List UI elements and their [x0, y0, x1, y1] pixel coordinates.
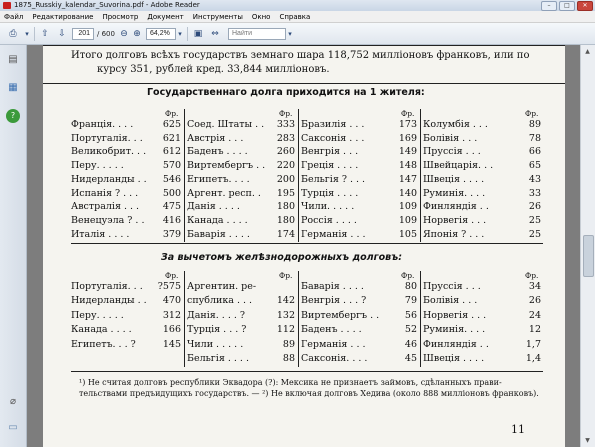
country-name: Норвегія . . .	[423, 309, 487, 321]
debt-value: 24	[528, 309, 541, 321]
country-name: Турція . . . .	[301, 187, 359, 199]
debt-value: 26	[528, 201, 541, 213]
debt-value: 475	[162, 201, 181, 213]
menu-file[interactable]: Файл	[4, 13, 24, 21]
footnote: ¹) Не считая долговъ республики Эквадора (?): Мексика не признаетъ займовъ, сдѣланныхъ прави-тельствами предъидущихъ государствъ. — ²) Не включая долговъ Хедива (около 888 милліоновъ франковъ).	[79, 378, 539, 398]
country-name: Германія . . .	[301, 338, 366, 350]
toolbar-separator	[34, 27, 35, 41]
country-name: Колумбія . . .	[423, 119, 488, 130]
debt-value: 132	[276, 309, 295, 321]
maximize-button[interactable]: □	[559, 1, 575, 11]
country-name: Германія . . .	[301, 228, 366, 240]
country-name: Болівія . . .	[423, 132, 478, 144]
country-name: Чили. . . . .	[301, 201, 355, 213]
minimize-button[interactable]: –	[541, 1, 557, 11]
country-name: Баденъ . . . .	[301, 324, 362, 336]
menu-window[interactable]: Окно	[251, 13, 271, 21]
debt-value: 142	[276, 295, 295, 307]
country-name: Бразилія . . .	[301, 119, 365, 130]
menu-view[interactable]: Просмотр	[102, 13, 139, 21]
country-name: Баварія . . . .	[187, 228, 250, 240]
debt-value: 149	[398, 146, 417, 158]
country-name: Данія. . . . ?	[187, 309, 246, 321]
debt-value: 174	[276, 228, 295, 240]
zoom-level-input[interactable]	[146, 28, 176, 40]
comments-icon[interactable]: ▭	[8, 422, 18, 433]
footnote-rule	[71, 371, 543, 372]
debt-value: 260	[276, 146, 295, 158]
page-total: / 600	[97, 30, 115, 38]
country-name: Перу. . . . .	[71, 309, 124, 321]
country-name: Аргентин. ре-	[187, 281, 257, 292]
fr-unit-label: Фр.	[401, 271, 415, 280]
debt-value: 173	[398, 119, 417, 130]
scroll-down-icon[interactable]: ▼	[585, 437, 590, 444]
column-divider	[420, 271, 421, 367]
pages-icon[interactable]: ▤	[8, 54, 18, 65]
country-name: Португалія. . .	[71, 281, 143, 292]
debt-value: 379	[162, 228, 181, 240]
debt-value: 79	[404, 295, 417, 307]
country-name: Баварія . . . .	[301, 281, 364, 292]
debt-value: 105	[398, 228, 417, 240]
zoom-dropdown-icon[interactable]: ▾	[178, 30, 182, 38]
fr-unit-label: Фр.	[279, 271, 293, 280]
table2-title: За вычетомъ желѣзнодорожныхъ долговъ:	[161, 252, 403, 263]
country-name: Нидерланды . .	[71, 173, 147, 185]
debt-value: 333	[276, 119, 295, 130]
country-name: Швеція . . . .	[423, 173, 485, 185]
fr-unit-label: Фр.	[165, 271, 179, 280]
navigation-pane	[0, 45, 27, 447]
country-name: Канада . . . .	[71, 324, 132, 336]
country-name: Пруссія . . .	[423, 146, 481, 158]
toolbar-separator	[187, 27, 188, 41]
column-divider	[298, 271, 299, 367]
next-page-icon[interactable]: ⇩	[58, 29, 66, 39]
country-name: Швейцарія. . .	[423, 160, 494, 172]
window-controls	[541, 1, 593, 11]
debt-value: 612	[162, 146, 181, 158]
debt-value: 109	[398, 201, 417, 213]
country-name: Венгрія . . .	[301, 146, 359, 158]
menu-document[interactable]: Документ	[147, 13, 184, 21]
zoom-in-icon[interactable]: ⊕	[133, 29, 141, 39]
header-line-2: курсу 351, рублей кред. 33,844 милліоновъ.	[97, 64, 330, 75]
country-name: Аргент. респ. .	[187, 187, 261, 199]
header-line-1: Итого долговъ всѣхъ государствъ земнаго шара 118,752 милліоновъ франковъ, или по	[71, 50, 530, 61]
country-name: Чили . . . . .	[187, 338, 244, 350]
find-input[interactable]	[228, 28, 286, 40]
close-button[interactable]: ✕	[577, 1, 593, 11]
country-name: Канада . . . .	[187, 214, 248, 226]
country-name: Финляндія . .	[423, 201, 489, 213]
country-name: Саксонія . . .	[301, 132, 365, 144]
debt-value: 169	[398, 132, 417, 144]
attachments-icon[interactable]: ⌀	[9, 396, 17, 407]
debt-value: 25	[528, 214, 541, 226]
debt-value: 180	[276, 201, 295, 213]
country-name: Перу. . . . .	[71, 160, 124, 172]
debt-value: 88	[282, 353, 295, 364]
country-name: Болівія . . .	[423, 295, 478, 307]
debt-value: ?575	[157, 281, 181, 292]
debt-value: 145	[162, 338, 181, 350]
debt-value: 470	[162, 295, 181, 307]
country-name: Швеція . . . .	[423, 353, 485, 364]
country-name: Пруссія . . .	[423, 281, 481, 292]
column-divider	[420, 109, 421, 242]
debt-value: 500	[162, 187, 181, 199]
debt-value: 220	[276, 160, 295, 172]
fr-unit-label: Фр.	[279, 109, 293, 118]
debt-value: 140	[398, 187, 417, 199]
country-name: Греція . . . .	[301, 160, 359, 172]
debt-value: 166	[162, 324, 181, 336]
title-bar	[0, 0, 595, 11]
debt-value: 52	[404, 324, 417, 336]
debt-value: 625	[162, 119, 181, 130]
country-name: Руминія. . . .	[423, 324, 486, 336]
debt-value: 112	[276, 324, 295, 336]
country-name: Великобрит. . .	[71, 146, 147, 158]
debt-value: 46	[404, 338, 417, 350]
country-name: Турція . . . ?	[187, 324, 247, 336]
debt-value: 416	[162, 214, 181, 226]
country-name: Виртембергъ . .	[187, 160, 266, 172]
country-name: Норвегія . . .	[423, 214, 487, 226]
debt-value: 89	[282, 338, 295, 350]
country-name: Финляндія . .	[423, 338, 489, 350]
adobe-reader-icon	[3, 2, 11, 9]
debt-value: 89	[528, 119, 541, 130]
country-name: Египетъ. . . .	[187, 173, 250, 185]
window-title: 1875_Russkiy_kalendar_Suvorina.pdf - Adobe Reader	[14, 1, 200, 9]
country-name: Египетъ. . . ?	[71, 338, 136, 350]
country-name: Нидерланды . .	[71, 295, 147, 307]
document-view[interactable]	[27, 45, 581, 447]
fr-unit-label: Фр.	[525, 109, 539, 118]
debt-value: 45	[404, 353, 417, 364]
bookmarks-icon[interactable]: ▦	[8, 82, 18, 93]
debt-value: 570	[162, 160, 181, 172]
debt-value: 34	[528, 281, 541, 292]
debt-value: 78	[528, 132, 541, 144]
toolbar	[0, 23, 595, 45]
help-icon[interactable]: ?	[6, 109, 20, 123]
country-name: Данія . . . .	[187, 201, 240, 213]
debt-value: 80	[404, 281, 417, 292]
zoom-out-icon[interactable]: ⊖	[120, 29, 128, 39]
debt-value: 148	[398, 160, 417, 172]
pdf-page	[43, 45, 565, 447]
debt-value: 1,4	[525, 353, 541, 364]
debt-value: 43	[528, 173, 541, 185]
debt-value: 147	[398, 173, 417, 185]
debt-value: 312	[162, 309, 181, 321]
mid-rule	[71, 243, 543, 244]
menu-bar	[0, 11, 595, 23]
table1-title: Государственнаго долга приходится на 1 жителя:	[147, 87, 425, 98]
debt-value: 56	[404, 309, 417, 321]
scroll-up-icon[interactable]: ▲	[585, 48, 590, 55]
fit-width-icon[interactable]: ⇔	[211, 29, 219, 39]
fr-unit-label: Фр.	[401, 109, 415, 118]
country-name: Австралія . . .	[71, 201, 140, 213]
debt-value: 180	[276, 214, 295, 226]
country-name: Руминія. . . .	[423, 187, 486, 199]
top-rule	[43, 45, 565, 46]
debt-value: 200	[276, 173, 295, 185]
header-rule	[43, 83, 565, 84]
country-name: Португалія. . .	[71, 132, 143, 144]
fit-page-icon[interactable]: ▣	[193, 29, 203, 39]
menu-edit[interactable]: Редактирование	[32, 13, 94, 21]
country-name: Венецуэла ? . .	[71, 214, 145, 226]
column-divider	[298, 109, 299, 242]
country-name: Россія . . . .	[301, 214, 357, 226]
debt-value: 25	[528, 228, 541, 240]
country-name: Соед. Штаты . .	[187, 119, 265, 130]
page-number: 11	[511, 423, 525, 436]
country-name: Италія . . . .	[71, 228, 130, 240]
country-name: Франція. . . .	[71, 119, 134, 130]
country-name: Японія ? . . .	[423, 228, 485, 240]
debt-value: 546	[162, 173, 181, 185]
page-number-input[interactable]	[72, 28, 94, 40]
debt-value: 12	[528, 324, 541, 336]
menu-tools[interactable]: Инструменты	[192, 13, 243, 21]
debt-value: 109	[398, 214, 417, 226]
debt-value: 65	[528, 160, 541, 172]
debt-value: 621	[162, 132, 181, 144]
fr-unit-label: Фр.	[525, 271, 539, 280]
debt-value: 283	[276, 132, 295, 144]
country-name: спублика . . .	[187, 295, 253, 307]
country-name: Баденъ . . . .	[187, 146, 248, 158]
fr-unit-label: Фр.	[165, 109, 179, 118]
vertical-scrollbar[interactable]	[580, 45, 595, 447]
debt-value: 66	[528, 146, 541, 158]
country-name: Венгрія . . . ?	[301, 295, 367, 307]
country-name: Саксонія. . . .	[301, 353, 368, 364]
print-icon[interactable]: ⎙	[9, 29, 17, 39]
country-name: Виртембергъ . .	[301, 309, 380, 321]
scroll-thumb[interactable]	[583, 235, 594, 277]
debt-value: 195	[276, 187, 295, 199]
debt-value: 26	[528, 295, 541, 307]
menu-help[interactable]: Справка	[279, 13, 311, 21]
debt-value: 33	[528, 187, 541, 199]
debt-value: 1,7	[525, 338, 541, 350]
country-name: Бельгія ? . . .	[301, 173, 366, 185]
previous-page-icon[interactable]: ⇧	[41, 29, 49, 39]
total-debt-header	[71, 49, 541, 77]
find-dropdown-icon[interactable]: ▾	[288, 30, 292, 38]
country-name: Бельгія . . . .	[187, 353, 249, 364]
dropdown-arrow-icon[interactable]: ▾	[25, 30, 29, 38]
country-name: Австрія . . .	[187, 132, 244, 144]
column-divider	[184, 271, 185, 367]
column-divider	[184, 109, 185, 242]
country-name: Испанія ? . . .	[71, 187, 139, 199]
